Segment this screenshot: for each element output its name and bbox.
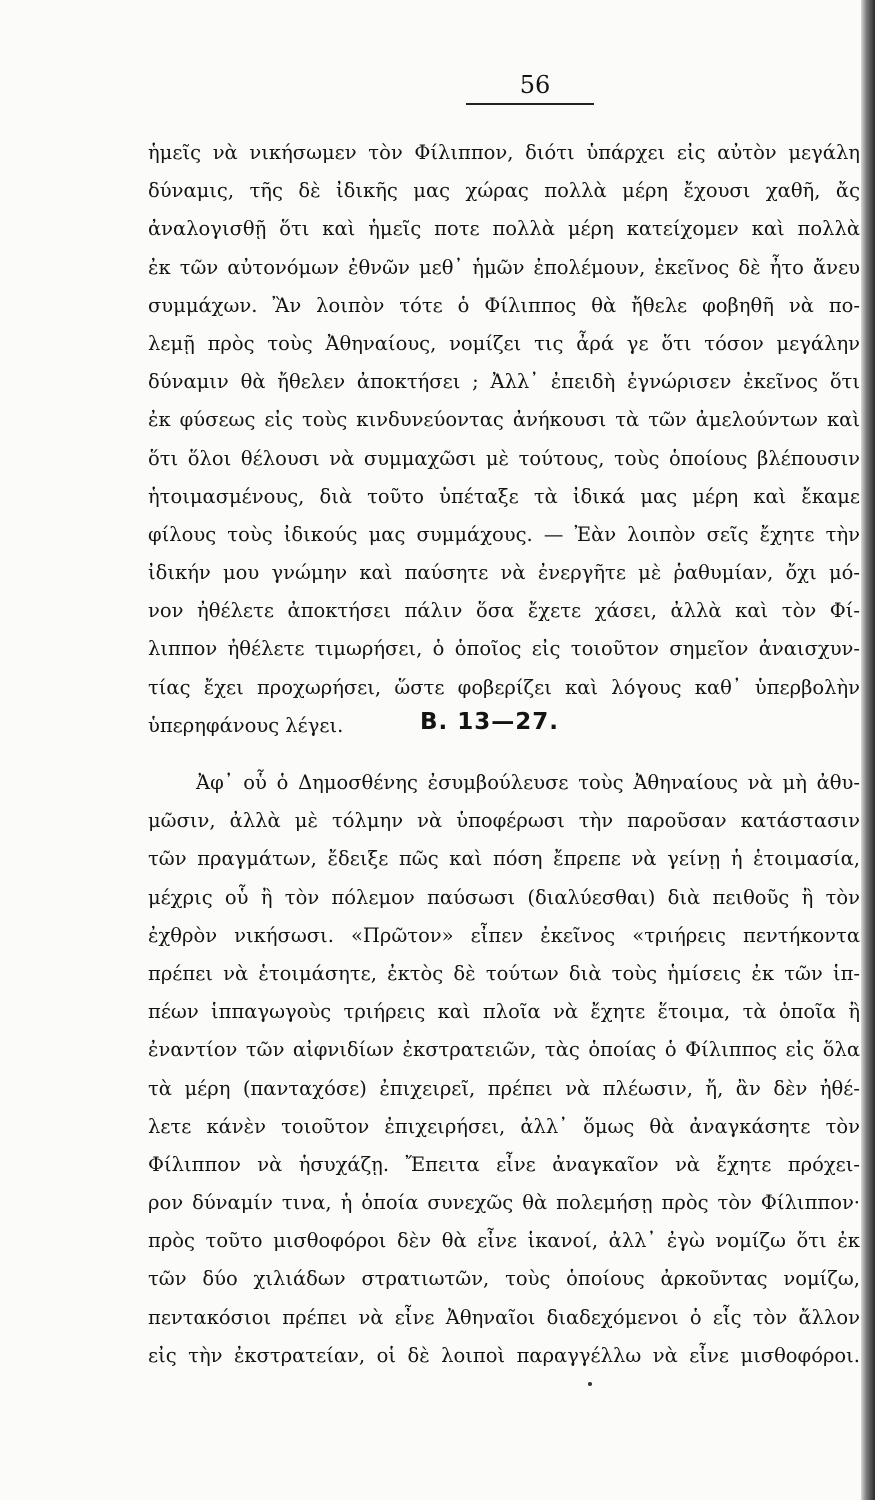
text-line: εἰς τὴν ἐκστρατείαν, οἱ δὲ λοιποὶ παραγγέλλω νὰ εἶνε μισθοφόροι. bbox=[148, 1343, 860, 1367]
text-line: ἐναντίον τῶν αἰφνιδίων ἐκστρατειῶν, τὰς ὁποίας ὁ Φίλιππος εἰς ὅλα bbox=[148, 1038, 860, 1062]
text-line: συμμάχων. Ἂν λοιπὸν τότε ὁ Φίλιππος θὰ ἤθελε φοβηθῆ νὰ πο- bbox=[148, 293, 860, 317]
text-line: τῶν πραγμάτων, ἔδειξε πῶς καὶ πόση ἔπρεπε νὰ γείνῃ ἡ ἑτοιμασία, bbox=[148, 847, 860, 871]
text-line: φίλους τοὺς ἰδικούς μας συμμάχους. — Ἐὰν λοιπὸν σεῖς ἔχητε τὴν bbox=[148, 522, 860, 546]
text-line: λεμῇ πρὸς τοὺς Ἀθηναίους, νομίζει τις ἆρά γε ὅτι τόσον μεγάλην bbox=[148, 331, 860, 355]
text-line: πεντακόσιοι πρέπει νὰ εἶνε Ἀθηναῖοι διαδεχόμενοι ὁ εἷς τὸν ἄλλον bbox=[148, 1305, 860, 1329]
text-line: τὰ μέρη (πανταχόσε) ἐπιχειρεῖ, πρέπει νὰ πλέωσιν, ἤ, ἂν δὲν ἠθέ- bbox=[148, 1076, 860, 1100]
paragraph-section-b bbox=[148, 764, 860, 1375]
text-line: νον ἠθέλετε ἀποκτήσει πάλιν ὅσα ἔχετε χάσει, ἀλλὰ καὶ τὸν Φί- bbox=[148, 599, 860, 623]
text-line: μέχρις οὗ ἢ τὸν πόλεμον παύσωσι (διαλύεσθαι) διὰ πειθοῦς ἢ τὸν bbox=[148, 885, 860, 909]
section-heading: Β. 13—27. bbox=[420, 709, 560, 735]
text-line: πρέπει νὰ ἑτοιμάσητε, ἐκτὸς δὲ τούτων διὰ τοὺς ἡμίσεις ἐκ τῶν ἱπ- bbox=[148, 961, 860, 985]
binding-edge bbox=[861, 0, 875, 1500]
text-line: ὅτι ὅλοι θέλουσι νὰ συμμαχῶσι μὲ τούτους, τοὺς ὁποίους βλέπουσιν bbox=[148, 446, 860, 470]
text-line: ἐκ τῶν αὐτονόμων ἐθνῶν μεθ᾽ ἡμῶν ἐπολέμουν, ἐκεῖνος δὲ ἦτο ἄνευ bbox=[148, 255, 860, 279]
text-line: τίας ἔχει προχωρήσει, ὥστε φοβερίζει καὶ λόγους καθ᾽ ὑπερβολὴν bbox=[148, 675, 860, 699]
page-number: 56 bbox=[519, 71, 551, 99]
text-line: λετε κάνὲν τοιοῦτον ἐπιχειρήσει, ἀλλ᾽ ὅμως θὰ ἀναγκάσητε τὸν bbox=[148, 1114, 860, 1138]
text-line: ἐκ φύσεως εἰς τοὺς κινδυνεύοντας ἀνήκουσι τὰ τῶν ἀμελούντων καὶ bbox=[148, 408, 860, 432]
text-line: ἰδικήν μου γνώμην καὶ παύσητε νὰ ἐνεργῆτε μὲ ῥαθυμίαν, ὄχι μό- bbox=[148, 561, 860, 585]
text-line: ὑπερηφάνους λέγει. bbox=[148, 713, 344, 737]
text-line: Φίλιππον νὰ ἡσυχάζῃ. Ἔπειτα εἶνε ἀναγκαῖον νὰ ἔχητε πρόχει- bbox=[148, 1152, 860, 1176]
ink-speck bbox=[588, 1382, 592, 1386]
text-line: δύναμις, τῆς δὲ ἰδικῆς μας χώρας πολλὰ μέρη ἔχουσι χαθῆ, ἄς bbox=[148, 179, 860, 203]
text-line: μῶσιν, ἀλλὰ μὲ τόλμην νὰ ὑποφέρωσι τὴν παροῦσαν κατάστασιν bbox=[148, 809, 860, 833]
text-line: πέων ἱππαγωγοὺς τριήρεις καὶ πλοῖα νὰ ἔχητε ἕτοιμα, τὰ ὁποῖα ἢ bbox=[148, 1000, 860, 1024]
text-line: ρον δύναμίν τινα, ἡ ὁποία συνεχῶς θὰ πολεμήσῃ πρὸς τὸν Φίλιππον· bbox=[148, 1191, 860, 1215]
paragraph-continued bbox=[148, 134, 860, 745]
text-line: ἡτοιμασμένους, διὰ τοῦτο ὑπέταξε τὰ ἰδικά μας μέρη καὶ ἔκαμε bbox=[148, 484, 860, 508]
text-line: πρὸς τοῦτο μισθοφόροι δὲν θὰ εἶνε ἱκανοί, ἀλλ᾽ ἐγὼ νομίζω ὅτι ἐκ bbox=[148, 1229, 860, 1253]
text-line: ἐχθρὸν νικήσωσι. «Πρῶτον» εἶπεν ἐκεῖνος «τριήρεις πεντήκοντα bbox=[148, 923, 860, 947]
text-line: δύναμιν θὰ ἤθελεν ἀποκτήσει ; Ἀλλ᾽ ἐπειδὴ ἐγνώρισεν ἐκεῖνος ὅτι bbox=[148, 370, 860, 394]
text-line: ἀναλογισθῇ ὅτι καὶ ἡμεῖς ποτε πολλὰ μέρη κατείχομεν καὶ πολλὰ bbox=[148, 217, 860, 241]
text-line: ἡμεῖς νὰ νικήσωμεν τὸν Φίλιππον, διότι ὑπάρχει εἰς αὐτὸν μεγάλη bbox=[148, 141, 860, 164]
header-rule bbox=[466, 103, 594, 105]
text-line: τῶν δύο χιλιάδων στρατιωτῶν, τοὺς ὁποίους ἀρκοῦντας νομίζω, bbox=[148, 1267, 860, 1291]
text-line: λιππον ἠθέλετε τιμωρήσει, ὁ ὁποῖος εἰς τοιοῦτον σημεῖον ἀναισχυν- bbox=[148, 637, 860, 661]
text-line: Ἀφ᾽ οὗ ὁ Δημοσθένης ἐσυμβούλευσε τοὺς Ἀθηναίους νὰ μὴ ἀθυ- bbox=[196, 771, 860, 794]
